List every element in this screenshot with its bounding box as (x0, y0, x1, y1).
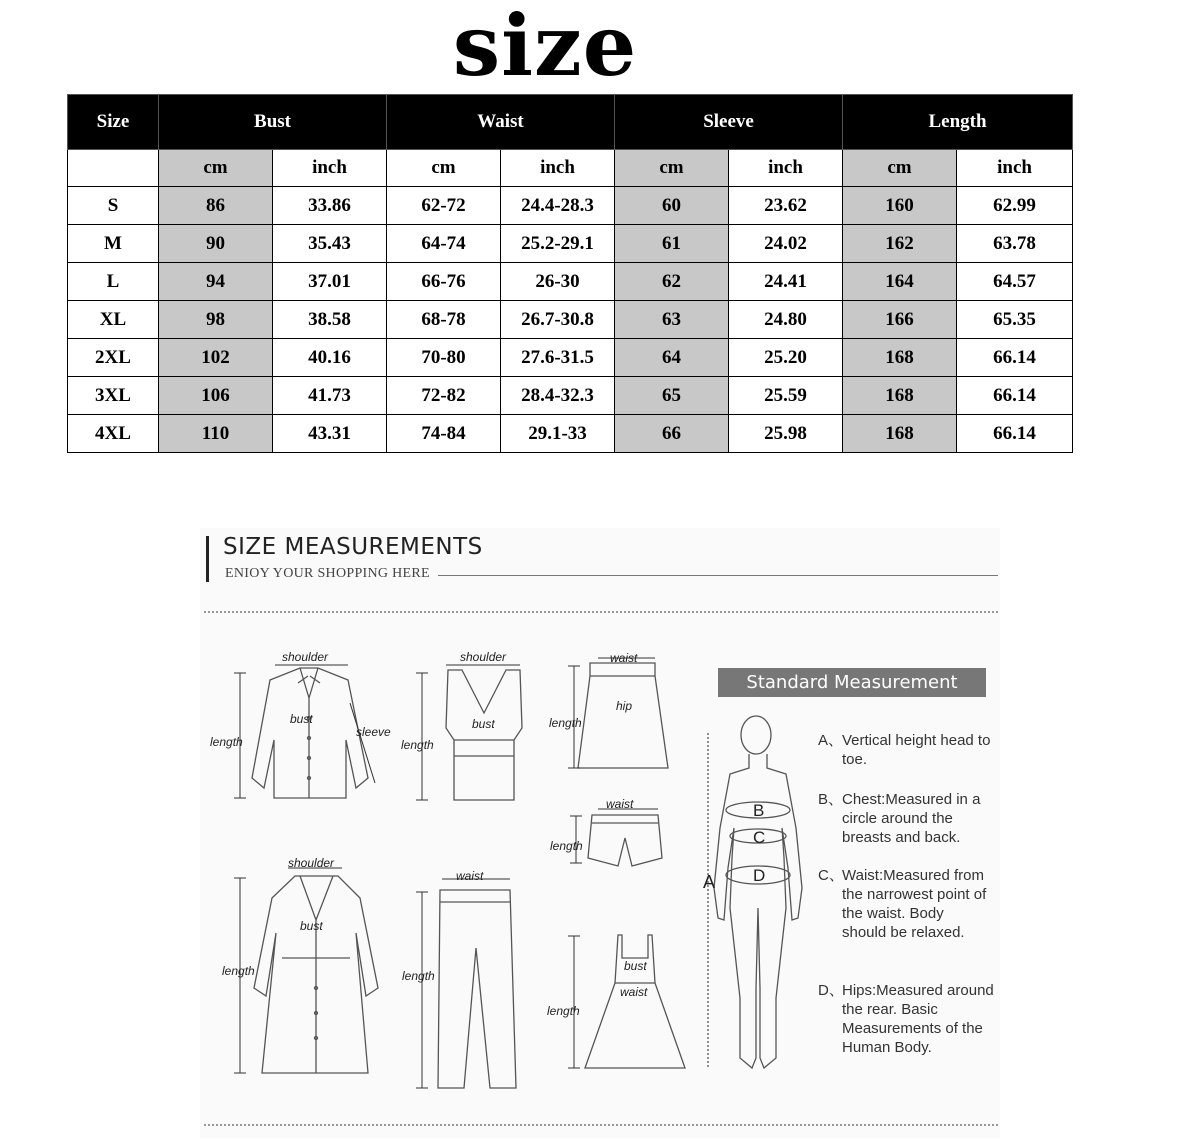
length-label: length (402, 969, 435, 983)
value-cell: 162 (843, 225, 957, 263)
unit-cell: inch (957, 150, 1073, 187)
waist-label: waist (620, 985, 648, 999)
value-cell: 63 (615, 301, 729, 339)
size-chart-table (67, 94, 1073, 453)
value-cell: 64-74 (387, 225, 501, 263)
figure-letter-b: B (753, 801, 765, 820)
value-cell: 26.7-30.8 (501, 301, 615, 339)
length-label: length (550, 839, 583, 853)
value-cell: 62-72 (387, 187, 501, 225)
value-cell: 166 (843, 301, 957, 339)
size-cell: M (68, 225, 159, 263)
bust-label: bust (300, 919, 323, 933)
value-cell: 35.43 (273, 225, 387, 263)
value-cell: 64.57 (957, 263, 1073, 301)
value-cell: 106 (159, 377, 273, 415)
value-cell: 24.41 (729, 263, 843, 301)
shirt-outline-icon (252, 668, 368, 798)
shoulder-label: shoulder (288, 856, 335, 870)
size-measurements-panel (200, 528, 1000, 1138)
size-cell: XL (68, 301, 159, 339)
bust-label: bust (624, 959, 647, 973)
table-row (68, 263, 1073, 301)
standard-measurement-heading: Standard Measurement (718, 668, 986, 697)
definition-letter: C、 (818, 867, 844, 884)
value-cell: 74-84 (387, 415, 501, 453)
value-cell: 25.59 (729, 377, 843, 415)
waist-label: waist (456, 869, 484, 883)
table-row (68, 301, 1073, 339)
definition-letter: A、 (818, 732, 844, 749)
value-cell: 66-76 (387, 263, 501, 301)
unit-cell: inch (501, 150, 615, 187)
value-cell: 33.86 (273, 187, 387, 225)
size-cell: 2XL (68, 339, 159, 377)
value-cell: 168 (843, 377, 957, 415)
table-row (68, 339, 1073, 377)
header-waist: Waist (387, 95, 615, 150)
table-row (68, 377, 1073, 415)
unit-cell: cm (159, 150, 273, 187)
value-cell: 23.62 (729, 187, 843, 225)
unit-cell-empty (68, 150, 159, 187)
human-body-figure-icon (708, 716, 802, 1068)
table-row (68, 225, 1073, 263)
bust-label: bust (290, 712, 313, 726)
figure-letter-a: A (703, 872, 716, 892)
value-cell: 26-30 (501, 263, 615, 301)
size-cell: S (68, 187, 159, 225)
value-cell: 86 (159, 187, 273, 225)
value-cell: 37.01 (273, 263, 387, 301)
value-cell: 98 (159, 301, 273, 339)
length-label: length (222, 964, 255, 978)
value-cell: 94 (159, 263, 273, 301)
value-cell: 38.58 (273, 301, 387, 339)
value-cell: 72-82 (387, 377, 501, 415)
dress-outline-icon (585, 935, 685, 1068)
page-title: size (452, 0, 638, 95)
value-cell: 160 (843, 187, 957, 225)
skirt-outline-icon (578, 663, 668, 768)
header-size: Size (68, 95, 159, 150)
value-cell: 60 (615, 187, 729, 225)
value-cell: 40.16 (273, 339, 387, 377)
value-cell: 65 (615, 377, 729, 415)
definition-letter: D、 (818, 982, 844, 999)
value-cell: 43.31 (273, 415, 387, 453)
length-label: length (401, 738, 434, 752)
shorts-outline-icon (588, 815, 662, 866)
value-cell: 25.2-29.1 (501, 225, 615, 263)
value-cell: 62 (615, 263, 729, 301)
size-cell: L (68, 263, 159, 301)
figure-letter-d: D (753, 866, 766, 885)
measurements-subtitle: ENIOY YOUR SHOPPING HERE (225, 566, 430, 581)
value-cell: 168 (843, 415, 957, 453)
value-cell: 90 (159, 225, 273, 263)
value-cell: 41.73 (273, 377, 387, 415)
definition-text: Vertical height head to toe. (842, 732, 991, 768)
shoulder-label: shoulder (282, 650, 329, 664)
value-cell: 28.4-32.3 (501, 377, 615, 415)
header-length: Length (843, 95, 1073, 150)
definition-text: Chest:Measured in a circle around the breasts and back. (842, 791, 981, 846)
top-outline-icon (446, 670, 522, 800)
value-cell: 68-78 (387, 301, 501, 339)
value-cell: 24.02 (729, 225, 843, 263)
table-row (68, 187, 1073, 225)
length-label: length (549, 716, 582, 730)
unit-cell: cm (615, 150, 729, 187)
value-cell: 61 (615, 225, 729, 263)
bust-label: bust (472, 717, 495, 731)
value-cell: 25.98 (729, 415, 843, 453)
waist-label: waist (606, 797, 634, 811)
definition-text: Waist:Measured from the narrowest point of the waist. Body should be relaxed. (842, 867, 987, 941)
header-bust: Bust (159, 95, 387, 150)
value-cell: 110 (159, 415, 273, 453)
value-cell: 66 (615, 415, 729, 453)
definition-letter: B、 (818, 791, 844, 808)
table-row (68, 415, 1073, 453)
value-cell: 27.6-31.5 (501, 339, 615, 377)
unit-cell: inch (273, 150, 387, 187)
measurements-title: SIZE MEASUREMENTS (223, 534, 483, 560)
value-cell: 29.1-33 (501, 415, 615, 453)
value-cell: 66.14 (957, 377, 1073, 415)
value-cell: 66.14 (957, 415, 1073, 453)
value-cell: 164 (843, 263, 957, 301)
value-cell: 24.80 (729, 301, 843, 339)
value-cell: 70-80 (387, 339, 501, 377)
size-cell: 3XL (68, 377, 159, 415)
header-sleeve: Sleeve (615, 95, 843, 150)
value-cell: 25.20 (729, 339, 843, 377)
length-label: length (547, 1004, 580, 1018)
unit-row (68, 150, 1073, 187)
value-cell: 66.14 (957, 339, 1073, 377)
pants-outline-icon (438, 890, 516, 1088)
hip-label: hip (616, 699, 633, 713)
table-header-row (68, 95, 1073, 150)
definition-text: Hips:Measured around the rear. Basic Measurements of the Human Body. (842, 982, 994, 1056)
value-cell: 102 (159, 339, 273, 377)
value-cell: 24.4-28.3 (501, 187, 615, 225)
unit-cell: inch (729, 150, 843, 187)
coat-outline-icon (254, 876, 378, 1073)
size-cell: 4XL (68, 415, 159, 453)
unit-cell: cm (843, 150, 957, 187)
value-cell: 62.99 (957, 187, 1073, 225)
length-label: length (210, 735, 243, 749)
value-cell: 64 (615, 339, 729, 377)
value-cell: 63.78 (957, 225, 1073, 263)
figure-letter-c: C (753, 828, 766, 847)
waist-label: waist (610, 651, 638, 665)
value-cell: 65.35 (957, 301, 1073, 339)
unit-cell: cm (387, 150, 501, 187)
sleeve-label: sleeve (356, 725, 391, 739)
shoulder-label: shoulder (460, 650, 507, 664)
value-cell: 168 (843, 339, 957, 377)
